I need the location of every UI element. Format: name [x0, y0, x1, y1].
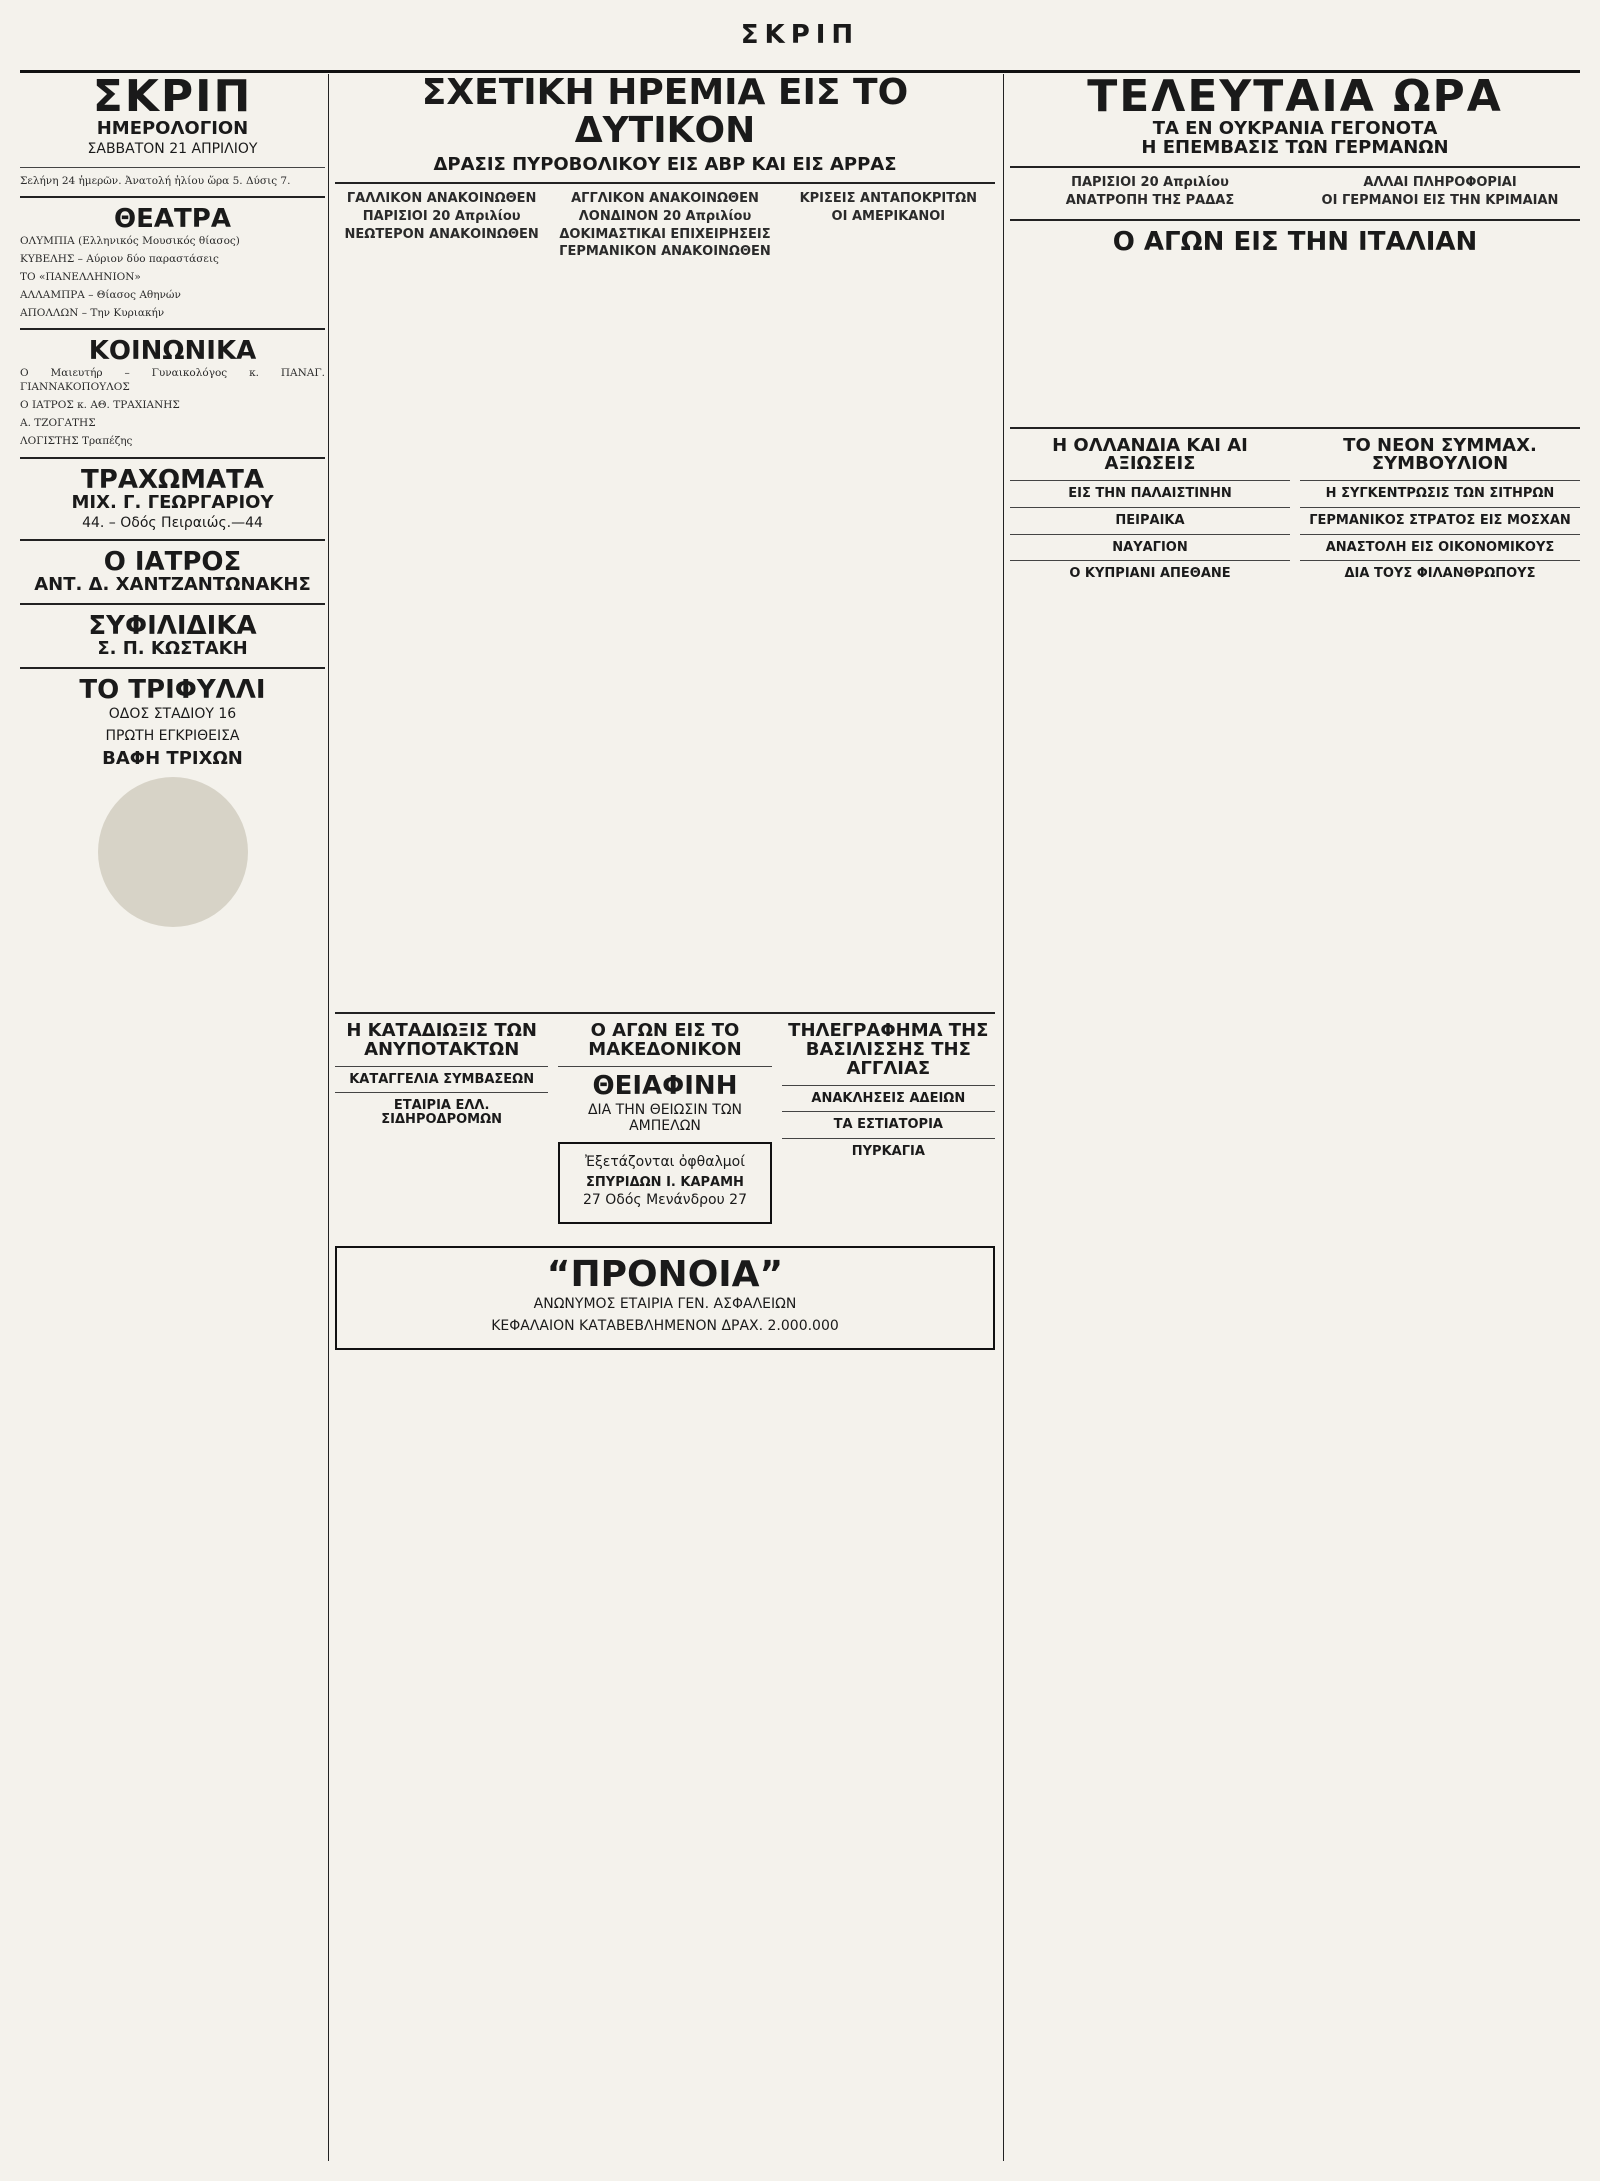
katangelia-title: ΚΑΤΑΓΓΕΛΙΑ ΣΥΜΒΑΣΕΩΝ: [349, 1071, 535, 1087]
pronoia-capital: ΚΕΦΑΛΑΙΟΝ ΚΑΤΑΒΕΒΛΗΜΕΝΟΝ ΔΡΑΧ. 2.000.000: [491, 1317, 839, 1334]
social-line: Ο ΙΑΤΡΟΣ κ. ΑΘ. ΤΡΑΧΙΑΝΗΣ: [20, 399, 180, 412]
right-headline: ΤΕΛΕΥΤΑΙΑ ΩΡΑ: [1087, 74, 1503, 122]
right-column: [1010, 74, 1580, 2161]
center-top: [335, 74, 995, 263]
theatre-line: ΑΛΛΑΜΠΡΑ – Θίασος Αθηνών: [20, 289, 181, 302]
right-sub2: Η ΕΠΕΜΒΑΣΙΣ ΤΩΝ ΓΕΡΜΑΝΩΝ: [1141, 137, 1449, 159]
theatre-line: ΤΟ «ΠΑΝΕΛΛΗΝΙΟΝ»: [20, 270, 141, 283]
pronoia-sub: ΑΝΩΝΥΜΟΣ ΕΤΑΙΡΙΑ ΓΕΝ. ΑΣΦΑΛΕΙΩΝ: [533, 1295, 797, 1312]
right-item: ΠΑΡΙΣΙΟΙ 20 Απριλίου: [1071, 174, 1229, 190]
center-subhead: ΔΡΑΣΙΣ ΠΥΡΟΒΟΛΙΚΟΥ ΕΙΣ ΑΒΡ ΚΑΙ ΕΙΣ ΑΡΡΑΣ: [433, 153, 897, 175]
italy-title: Ο ΑΓΩΝ ΕΙΣ ΤΗΝ ΙΤΑΛΙΑΝ: [1112, 227, 1478, 258]
social-line: Ο Μαιευτήρ – Γυναικολόγος κ. ΠΑΝΑΓ. ΓΙΑΝΝΑΚΟΠΟΥΛΟΣ: [20, 366, 325, 393]
iatros-title: Ο ΙΑΤΡΟΣ: [103, 546, 242, 577]
theatre-line: ΚΥΒΕΛΗΣ – Αύριον δύο παραστάσεις: [20, 252, 219, 265]
sitirwn-title: Η ΣΥΓΚΕΝΤΡΩΣΙΣ ΤΩΝ ΣΙΤΗΡΩΝ: [1325, 486, 1555, 502]
center-headline: ΣΧΕΤΙΚΗ ΗΡΕΜΙΑ ΕΙΣ ΤΟ ΔΥΤΙΚΟΝ: [421, 72, 909, 151]
filanthropous-title: ΔΙΑ ΤΟΥΣ ΦΙΛΑΝΘΡΩΠΟΥΣ: [1344, 566, 1536, 582]
center-col-a: [335, 192, 548, 263]
theatre-list: [20, 234, 325, 321]
center-item: ΓΑΛΛΙΚΟΝ ΑΝΑΚΟΙΝΩΘΕΝ: [346, 191, 537, 207]
center-item: ΓΕΡΜΑΝΙΚΟΝ ΑΝΑΚΟΙΝΩΘΕΝ: [559, 244, 771, 260]
karami-address: 27 Οδός Μενάνδρου 27: [583, 1191, 747, 1208]
doctor-address: 44. – Οδός Πειραιώς.—44: [82, 514, 263, 531]
theiafini-title: ΘΕΙΑΦΙΝΗ: [592, 1070, 738, 1101]
germanikos-title: ΓΕΡΜΑΝΙΚΟΣ ΣΤΡΑΤΟΣ ΕΙΣ ΜΟΣΧΑΝ: [1309, 512, 1571, 528]
etairia-title: ΕΤΑΙΡΙΑ ΕΛΛ. ΣΙΔΗΡΟΔΡΟΜΩΝ: [381, 1098, 503, 1128]
center-item: ΑΓΓΛΙΚΟΝ ΑΝΑΚΟΙΝΩΘΕΝ: [571, 191, 759, 207]
pyrkagia-title: ΠΥΡΚΑΓΙΑ: [851, 1143, 925, 1159]
neon-title: ΤΟ ΝΕΟΝ ΣΥΜΜΑΧ. ΣΥΜΒΟΥΛΙΟΝ: [1343, 434, 1537, 475]
center-item: ΛΟΝΔΙΝΟΝ 20 Απριλίου: [578, 209, 752, 225]
masthead: [0, 0, 1600, 70]
center-col-c: [782, 192, 995, 263]
iatros-name: ΑΝΤ. Δ. ΧΑΝΤΖΑΝΤΩΝΑΚΗΣ: [34, 574, 311, 596]
kyprianos-title: Ο ΚΥΠΡΙΑΝΙ ΑΠΕΘΑΝΕ: [1069, 566, 1231, 582]
peirai-title: ΠΕΙΡΑΙΚΑ: [1115, 512, 1185, 528]
social-line: Α. ΤΖΟΓΑΤΗΣ: [20, 417, 96, 430]
katadioxis-title: Η ΚΑΤΑΔΙΩΞΙΣ ΤΩΝ ΑΝΥΠΟΤΑΚΤΩΝ: [346, 1020, 537, 1060]
column-rule: [328, 74, 329, 2161]
social-list: [20, 366, 325, 449]
column-rule: [1003, 74, 1004, 2161]
theatre-title: ΘΕΑΤΡΑ: [114, 204, 231, 235]
social-line: ΛΟΓΙΣΤΗΣ Τραπέζης: [20, 435, 133, 448]
anakliseis-title: ΑΝΑΚΛΗΣΕΙΣ ΑΔΕΙΩΝ: [811, 1090, 966, 1106]
theatre-line: ΟΛΥΜΠΙΑ (Ελληνικός Μουσικός θίασος): [20, 234, 240, 247]
trifyli-title: ΤΟ ΤΡΙΦΥΛΛΙ: [79, 675, 266, 706]
right-col-a: [1010, 176, 1290, 211]
right-col-b: [1300, 176, 1580, 211]
karami-name: ΣΠΥΡΙΔΩΝ Ι. ΚΑΡΑΜΗ: [586, 1175, 744, 1191]
left-column: [20, 74, 325, 2161]
vafi-title: ΒΑΦΗ ΤΡΙΧΩΝ: [102, 748, 243, 770]
trachomata-title: ΤΡΑΧΩΜΑΤΑ: [81, 464, 264, 495]
right-item: ΑΝΑΤΡΟΠΗ ΤΗΣ ΡΑΔΑΣ: [1065, 192, 1235, 208]
center-item: ΚΡΙΣΕΙΣ ΑΝΤΑΠΟΚΡΙΤΩΝ: [799, 191, 978, 207]
calendar-text: Σελήνη 24 ἡμερῶν. Ἀνατολή ἡλίου ὥρα 5. Δύσις 7.: [20, 175, 291, 188]
social-title: ΚΟΙΝΩΝΙΚΑ: [88, 336, 257, 367]
center-item: ΟΙ ΑΜΕΡΙΚΑΝΟΙ: [831, 209, 946, 225]
holland-title: Η ΟΛΛΑΝΔΙΑ ΚΑΙ ΑΙ ΑΞΙΩΣΕΙΣ: [1052, 434, 1248, 475]
palestine-title: ΕΙΣ ΤΗΝ ΠΑΛΑΙΣΤΙΝΗΝ: [1068, 486, 1232, 502]
theiafini-sub: ΔΙΑ ΤΗΝ ΘΕΙΩΣΙΝ ΤΩΝ ΑΜΠΕΛΩΝ: [587, 1102, 743, 1135]
center-col-b: [558, 192, 771, 263]
navagion-title: ΝΑΥΑΓΙΟΝ: [1112, 539, 1188, 555]
anastoli-title: ΑΝΑΣΤΟΛΗ ΕΙΣ ΟΙΚΟΝΟΜΙΚΟΥΣ: [1325, 539, 1555, 555]
tilegrafima-title: ΤΗΛΕΓΡΑΦΗΜΑ ΤΗΣ ΒΑΣΙΛΙΣΣΗΣ ΤΗΣ ΑΓΓΛΙΑΣ: [788, 1020, 989, 1079]
address-line: ΟΔΟΣ ΣΤΑΔΙΟΥ 16: [108, 706, 237, 723]
right-item: ΟΙ ΓΕΡΜΑΝΟΙ ΕΙΣ ΤΗΝ ΚΡΙΜΑΙΑΝ: [1321, 192, 1559, 208]
pronoia-title: “ΠΡΟΝΟΙΑ”: [546, 1253, 784, 1295]
center-item: ΠΑΡΙΣΙΟΙ 20 Απριλίου: [362, 209, 521, 225]
proti-line: ΠΡΩΤΗ ΕΓΚΡΙΘΕΙΣΑ: [105, 728, 240, 745]
doctor-name: ΜΙΧ. Γ. ΓΕΩΡΓΑΡΙΟΥ: [71, 491, 274, 513]
right-item: ΑΛΛΑΙ ΠΛΗΡΟΦΟΡΙΑΙ: [1363, 174, 1517, 190]
left-date: ΣΑΒΒΑΤΟΝ 21 ΑΠΡΙΛΙΟΥ: [87, 141, 258, 158]
kostaki-name: Σ. Π. ΚΩΣΤΑΚΗ: [97, 638, 248, 660]
agon-title: Ο ΑΓΩΝ ΕΙΣ ΤΟ ΜΑΚΕΔΟΝΙΚΟΝ: [588, 1020, 742, 1060]
center-lower: [335, 1004, 995, 2161]
center-item: ΔΟΚΙΜΑΣΤΙΚΑΙ ΕΠΙΧΕΙΡΗΣΕΙΣ: [559, 226, 771, 242]
left-subtitle: ΗΜΕΡΟΛΟΓΙΟΝ: [96, 118, 249, 140]
masthead-name: ΣΚΡΙΠ: [740, 20, 860, 50]
syfilidika-title: ΣΥΦΙΛΙΔΙΚΑ: [88, 610, 257, 641]
opt-line: Ἐξετάζονται ὀφθαλμοί: [585, 1154, 745, 1171]
estiatoria-title: ΤΑ ΕΣΤΙΑΤΟΡΙΑ: [833, 1117, 943, 1133]
right-sub1: ΤΑ ΕΝ ΟΥΚΡΑΝΙΑ ΓΕΓΟΝΟΤΑ: [1152, 118, 1438, 140]
portrait-illustration: [98, 777, 248, 927]
theatre-line: ΑΠΟΛΛΩΝ – Την Κυριακήν: [20, 307, 165, 320]
center-item: ΝΕΩΤΕΡΟΝ ΑΝΑΚΟΙΝΩΘΕΝ: [344, 226, 539, 242]
left-title: ΣΚΡΙΠ: [92, 74, 253, 122]
